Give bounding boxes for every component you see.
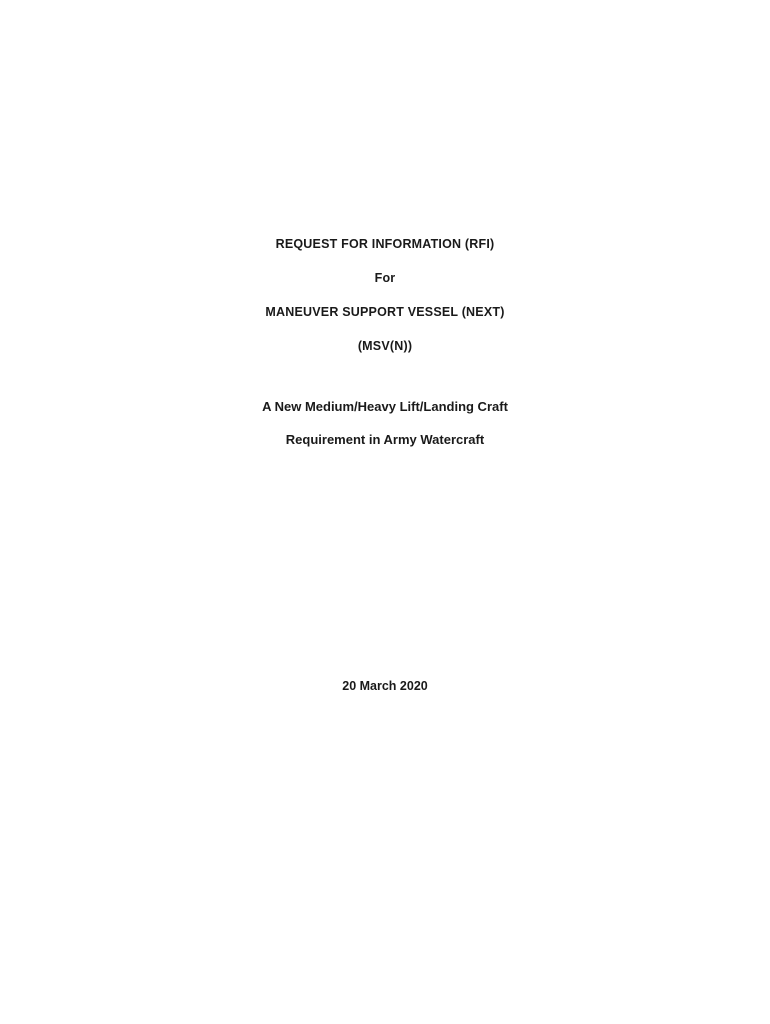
- subtitle-line-1: A New Medium/Heavy Lift/Landing Craft: [262, 399, 508, 414]
- page-title-line-2: For: [374, 271, 396, 285]
- document-date: 20 March 2020: [342, 679, 428, 693]
- title-block: [0, 238, 770, 374]
- subtitle-line-2: Requirement in Army Watercraft: [285, 432, 485, 447]
- page-title-line-3: MANEUVER SUPPORT VESSEL (NEXT): [265, 305, 505, 319]
- subtitle-block: [0, 400, 770, 466]
- page-title-line-4: (MSV(N)): [357, 339, 413, 353]
- date-block: [0, 680, 770, 693]
- page-title-line-1: REQUEST FOR INFORMATION (RFI): [275, 237, 495, 251]
